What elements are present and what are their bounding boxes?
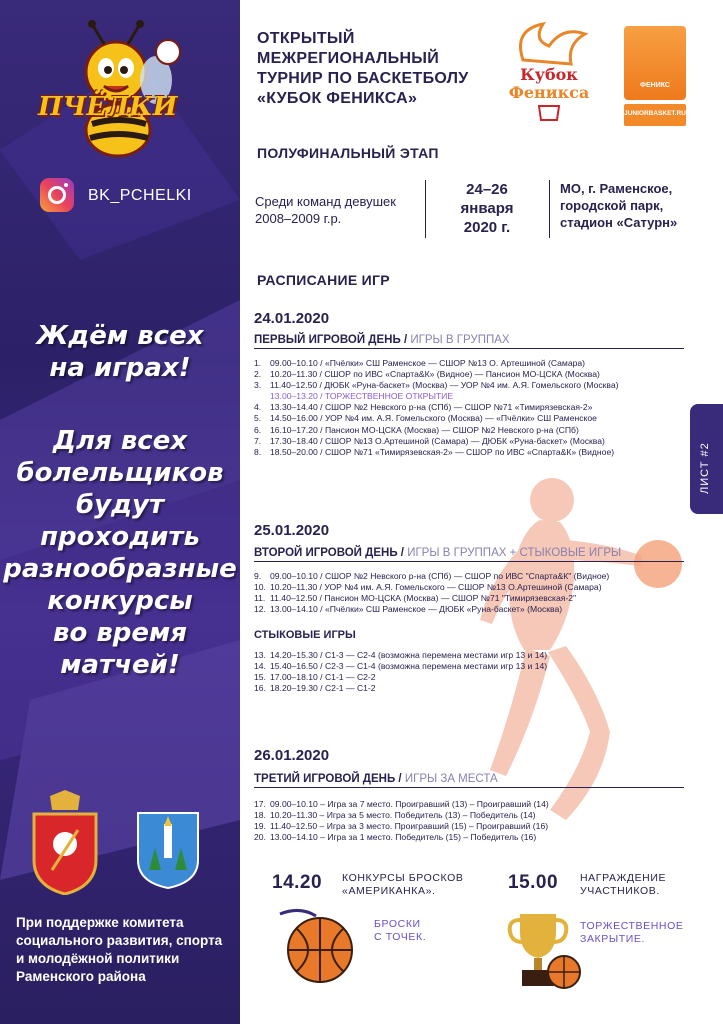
fenix-club-label: ФЕНИКС (640, 82, 670, 89)
list-item: 8. 18.50–20.00 / СШОР №71 «Тимирязевская-2» — СШОР по ИВС «Спарта&К» (Видное) (254, 446, 615, 457)
venue-info: МО, г. Раменское, городской парк, стадион «Сатурн» (560, 181, 678, 230)
list-item: 11. 11.40–12.50 / Пансион МО-ЦСКА (Москва) — СШОР №71 "Тимирязевская-2" (254, 593, 577, 604)
list-item: 12. 13.00–14.10 / «Пчёлки» СШ Раменское — ДЮБК «Руна-баскет» (Москва) (254, 604, 563, 615)
tournament-title: ОТКРЫТЫЙ МЕЖРЕГИОНАЛЬНЫЙ ТУРНИР ПО БАСКЕТБОЛУ «КУБОК ФЕНИКСА» (257, 30, 469, 107)
list-item: 10. 10.20–11.30 / УОР №4 им. А.Я. Гомельского — СШОР №13 О.Артешиной (Самара) (254, 582, 602, 593)
cup-logo-word1: Кубок (520, 65, 578, 84)
list-item: 16. 18.20–19.30 / С2-1 — С1-2 (254, 683, 376, 694)
cup-logo-word2: Феникса (508, 83, 590, 102)
instagram-handle[interactable]: BK_PCHELKI (88, 187, 192, 204)
list-item: 13. 14.20–15.30 / С1-3 — С2-4 (возможна перемена местами игр 13 и 14) (254, 650, 548, 660)
sheet-number-tab: ЛИСТ #2 (690, 404, 723, 514)
list-item: 5. 14.50–16.00 / УОР №4 им. А.Я. Гомельского (Москва) — «Пчёлки» СШ Раменское (254, 413, 597, 424)
day2-header: ВТОРОЙ ИГРОВОЙ ДЕНЬ / ИГРЫ В ГРУППАХ + СТЫКОВЫЕ ИГРЫ (254, 547, 684, 562)
day1-games (254, 358, 694, 458)
fenix-cup-logo (493, 20, 605, 132)
event1-time: 14.20 (272, 872, 323, 893)
list-item: 3. 11.40–12.50 / ДЮБК «Руна-баскет» (Москва) — УОР №4 им. А.Я. Гомельского (Москва) (254, 380, 619, 391)
event2-label: НАГРАЖДЕНИЕ УЧАСТНИКОВ. (580, 872, 667, 897)
moscow-region-coat-of-arms (30, 790, 100, 895)
list-item: 20. 13.00–14.10 – Игра за 1 место. Победитель (15) – Победитель (16) (254, 832, 537, 843)
opening-ceremony: 13.00–13.20 / ТОРЖЕСТВЕННОЕ ОТКРЫТИЕ (270, 391, 454, 402)
playoff-subheader: СТЫКОВЫЕ ИГРЫ (254, 629, 356, 641)
list-item: 4. 13.30–14.40 / СШОР №2 Невского р-на (СПб) — СШОР №71 «Тимирязевская-2» (254, 402, 593, 413)
event1-label: КОНКУРСЫ БРОСКОВ «АМЕРИКАНКА». (342, 872, 464, 897)
info-divider-1 (425, 180, 426, 238)
bee-logo (28, 20, 198, 160)
day2-games (254, 571, 694, 615)
list-item: 6. 16.10–17.20 / Пансион МО-ЦСКА (Москва) — СШОР №2 Невского р-на (СПб) (254, 424, 579, 435)
juniorbasket-label[interactable]: JUNIORBASKET.RU (624, 110, 686, 117)
day3-games (254, 799, 694, 843)
stage-title: ПОЛУФИНАЛЬНЫЙ ЭТАП (257, 145, 439, 161)
day3-date: 26.01.2020 (254, 747, 330, 764)
slogan-contests: Для всех болельщиков будут проходить разнообразные конкурсы во время матчей! (3, 426, 237, 680)
dates-info: 24–26 января 2020 г. (460, 181, 514, 236)
basketball-icon (276, 906, 356, 984)
list-item: 19. 11.40–12.50 – Игра за 3 место. Проигравший (15) – Проигравший (16) (254, 821, 549, 832)
instagram-icon[interactable] (40, 178, 74, 212)
day1-header: ПЕРВЫЙ ИГРОВОЙ ДЕНЬ / ИГРЫ В ГРУППАХ (254, 334, 684, 349)
logo-wordmark: ПЧЁЛКИ (38, 92, 178, 122)
schedule-title: РАСПИСАНИЕ ИГР (257, 272, 390, 288)
day1-date: 24.01.2020 (254, 310, 330, 327)
event2-time: 15.00 (508, 872, 559, 893)
list-item: 17. 09.00–10.10 – Игра за 7 место. Проигравший (13) – Проигравший (14) (254, 799, 549, 809)
list-item: 15. 17.00–18.10 / С1-1 — С2-2 (254, 672, 376, 683)
support-text: При поддержке комитета социального развития, спорта и молодёжной политики Раменского района (16, 915, 223, 984)
left-panel (0, 0, 240, 1024)
day2-date: 25.01.2020 (254, 522, 330, 539)
day3-header: ТРЕТИЙ ИГРОВОЙ ДЕНЬ / ИГРЫ ЗА МЕСТА (254, 773, 684, 788)
event1-description: БРОСКИ С ТОЧЕК. (374, 918, 427, 943)
list-item: 2. 10.20–11.30 / СШОР по ИВС «Спарта&К» (Видное) — Пансион МО-ЦСКА (Москва) (254, 369, 600, 380)
list-item: 7. 17.30–18.40 / СШОР №13 О.Артешиной (Самара) — ДЮБК «Руна-баскет» (Москва) (254, 435, 605, 446)
day2-playoff-games (254, 650, 694, 694)
slogan-welcome: Ждём всех на играх! (36, 321, 204, 383)
info-divider-2 (549, 180, 550, 238)
ramenskoye-coat-of-arms (135, 810, 201, 890)
trophy-icon (506, 910, 582, 992)
list-item: 1. 09.00–10.10 / «Пчёлки» СШ Раменское — СШОР №13 О. Артешиной (Самара) (254, 358, 586, 368)
event2-description: ТОРЖЕСТВЕННОЕ ЗАКРЫТИЕ. (580, 920, 684, 945)
list-item: 14. 15.40–16.50 / С2-3 — С1-4 (возможна перемена местами игр 13 и 14) (254, 661, 548, 672)
list-item: 18. 10.20–11.30 – Игра за 5 место. Победитель (13) – Победитель (14) (254, 810, 536, 821)
list-item: 9. 09.00–10.10 / СШОР №2 Невского р-на (СПб) — СШОР по ИВС "Спарта&К" (Видное) (254, 571, 610, 581)
teams-info: Среди команд девушек 2008–2009 г.р. (255, 194, 396, 226)
